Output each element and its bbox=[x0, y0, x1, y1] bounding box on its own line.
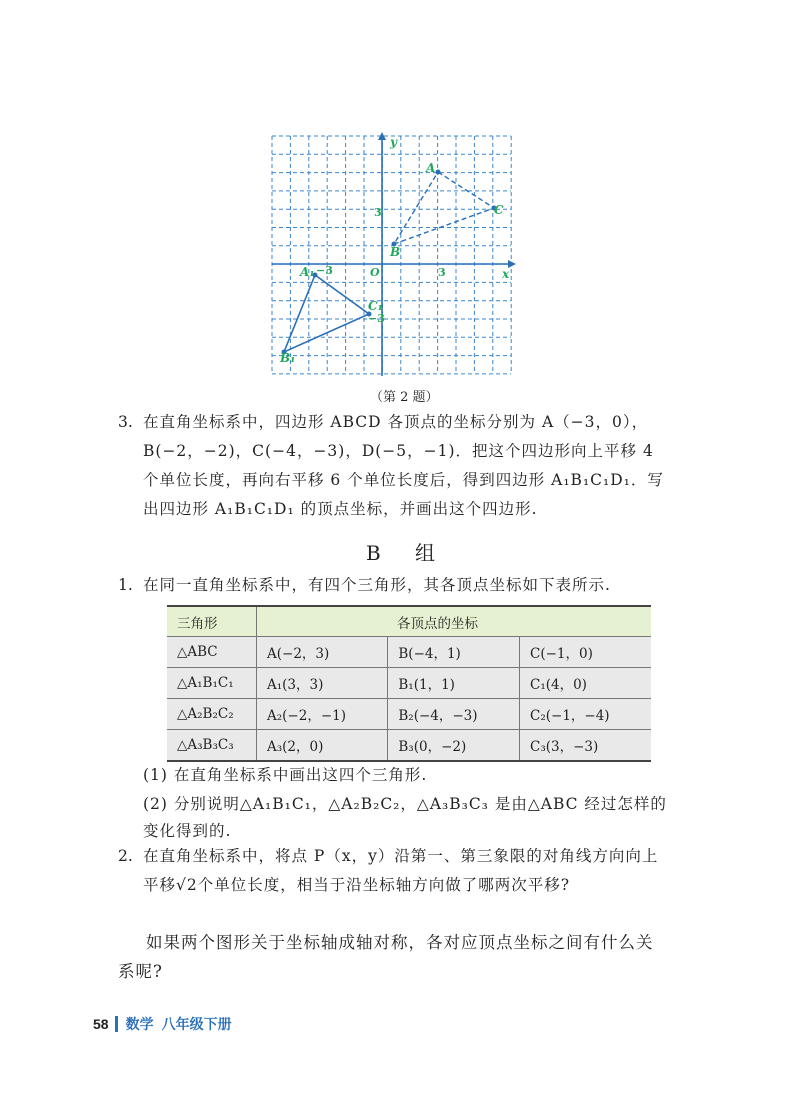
table-cell: B₂(−4，−3) bbox=[388, 699, 520, 730]
b1-sub-question-2-line-1: (2) 分别说明△A₁B₁C₁，△A₂B₂C₂，△A₃B₃C₃ 是由△ABC 经过怎样的 bbox=[143, 795, 667, 813]
label-x: x bbox=[502, 267, 510, 281]
b1-number: 1. bbox=[118, 576, 133, 594]
table-cell: △A₃B₃C₃ bbox=[167, 730, 257, 762]
table-cell: A₂(−2，−1) bbox=[257, 699, 388, 730]
tick-y-neg3: −3 bbox=[368, 312, 385, 325]
table-row bbox=[167, 699, 651, 730]
table-cell: B₃(0，−2) bbox=[388, 730, 520, 762]
think-line-1: 如果两个图形关于坐标轴成轴对称，各对应顶点坐标之间有什么关 bbox=[146, 933, 654, 952]
table-cell: B(−4，1) bbox=[388, 637, 520, 668]
point-A bbox=[436, 170, 441, 175]
question-3-line-2: B(−2，−2)，C(−4，−3)，D(−5，−1)．把这个四边形向上平移 4 bbox=[143, 442, 654, 460]
question-3-line-3: 个单位长度，再向右平移 6 个单位长度后，得到四边形 A₁B₁C₁D₁．写 bbox=[143, 471, 664, 489]
label-C: C bbox=[494, 203, 504, 217]
table-cell: C(−1，0) bbox=[520, 637, 652, 668]
page-footer bbox=[93, 1014, 232, 1034]
question-3-line-4: 出四边形 A₁B₁C₁D₁ 的顶点坐标，并画出这个四边形. bbox=[143, 500, 538, 518]
label-origin: O bbox=[370, 266, 380, 279]
table-cell: C₃(3，−3) bbox=[520, 730, 652, 762]
table-cell: A₃(2，0) bbox=[257, 730, 388, 762]
table-cell: A₁(3，3) bbox=[257, 668, 388, 699]
figure-caption: （第 2 题） bbox=[370, 390, 439, 405]
triangle-A1B1C1 bbox=[284, 275, 369, 352]
coordinate-figure bbox=[268, 128, 524, 378]
b2-line-1: 在直角坐标系中，将点 P（x，y）沿第一、第三象限的对角线方向向上 bbox=[143, 847, 659, 865]
b2-line-2: 平移√2个单位长度，相当于沿坐标轴方向做了哪两次平移? bbox=[143, 876, 571, 894]
question-3-line-1: 在直角坐标系中，四边形 ABCD 各顶点的坐标分别为 A（−3，0）， bbox=[143, 413, 649, 431]
page-number: 58 bbox=[93, 1016, 109, 1032]
label-y: y bbox=[390, 135, 397, 149]
b2-number: 2. bbox=[118, 847, 133, 865]
table-cell: C₂(−1，−4) bbox=[520, 699, 652, 730]
label-B1: B₁ bbox=[280, 351, 296, 365]
triangle-ABC bbox=[394, 172, 494, 244]
coordinate-grid-svg bbox=[268, 128, 524, 378]
vertex-coordinates-table bbox=[167, 605, 651, 762]
label-B: B bbox=[390, 245, 401, 259]
tick-x-neg3: −3 bbox=[316, 264, 333, 277]
tick-x-3: 3 bbox=[438, 266, 446, 279]
footer-divider bbox=[115, 1016, 118, 1032]
table-cell: B₁(1，1) bbox=[388, 668, 520, 699]
label-A: A bbox=[426, 161, 436, 175]
table-row bbox=[167, 730, 651, 762]
b1-sub-question-2-line-2: 变化得到的. bbox=[143, 822, 232, 840]
table-cell: C₁(4，0) bbox=[520, 668, 652, 699]
question-3-number: 3. bbox=[118, 413, 133, 431]
table-cell: A(−2，3) bbox=[257, 637, 388, 668]
footer-subject: 数学 bbox=[125, 1016, 154, 1032]
table-row bbox=[167, 668, 651, 699]
label-C1: C₁ bbox=[368, 299, 383, 313]
table-cell: △A₁B₁C₁ bbox=[167, 668, 257, 699]
table-row bbox=[167, 637, 651, 668]
tick-y-3: 3 bbox=[374, 206, 382, 219]
table-header-row bbox=[167, 606, 651, 637]
x-axis-arrow bbox=[508, 260, 516, 268]
b1-sub-question-1: (1) 在直角坐标系中画出这四个三角形. bbox=[143, 766, 428, 784]
think-line-2: 系呢? bbox=[118, 962, 163, 981]
table-header-coords: 各顶点的坐标 bbox=[257, 606, 652, 637]
label-A1: A₁ bbox=[300, 265, 315, 279]
b1-text: 在同一直角坐标系中，有四个三角形，其各顶点坐标如下表所示. bbox=[143, 576, 611, 594]
footer-book: 八年级下册 bbox=[161, 1016, 232, 1032]
table-cell: △ABC bbox=[167, 637, 257, 668]
table-header-triangle: 三角形 bbox=[167, 606, 257, 637]
group-b-title: B 组 bbox=[366, 541, 450, 565]
table-cell: △A₂B₂C₂ bbox=[167, 699, 257, 730]
